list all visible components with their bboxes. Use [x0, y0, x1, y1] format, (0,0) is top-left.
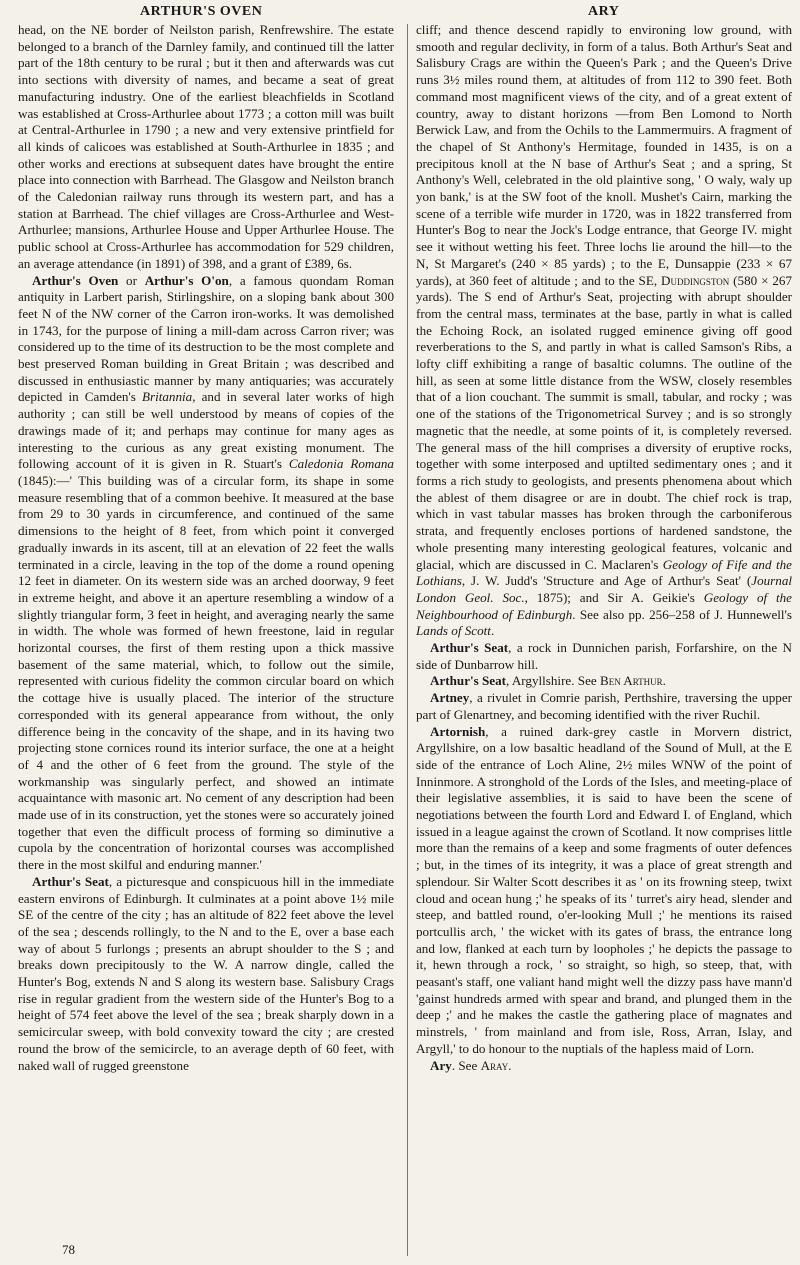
- entry-artornish: Artornish, a ruined dark-grey castle in Morvern district, Argyllshire, on a low basaltic headland of the Sound of Mull, at the E side of the entrance of Loch Aline, 2½ miles WNW of the point of Inninmore. A stronghold of the Lords of the Isles, and meeting-place of their legislative assemblies, it is said to have been the scene of negotiations between the fourth Lord and Edward I. of England, which issued in a league against the crown of Scotland. It now comprises little more than the remains of a keep and some fragments of outer defences ; but, in the times of its integrity, it was a place of great strength and splendour. Sir Walter Scott describes it as ' on its frowning steep, twixt cloud and ocean hung ;' he speaks of its ' turret's airy head, slender and steep, and battled round, o'er-looking Mull ;' he mentions its raised portcullis arch, ' the wicket with its gates of brass, the entrance long and low, flanked at each turn by loopholes ;' he depicts the passage to it, hewn through a rock, ' so straight, so high, so steep, that, with peasant's staff, one valiant hand might well the dizzy pass have mann'd 'gainst hundreds armed with spear and brand, and plunged them in the deep ;' and he makes the castle the gathering place of magnates and minstrels, ' from mainland and from isle, Ross, Arran, Islay, and Argyll,' to do honour to the nuptials of the hapless maid of Lorn.: [416, 723, 792, 1056]
- headword: Arthur's Seat: [430, 640, 509, 656]
- paragraph-arthurlee-continued: head, on the NE border of Neilston parish, Renfrewshire. The estate belonged to a branch of the Darnley family, and continued till the latter part of the 18th century to be rural ; but it then and afterwards was cut into sections with diversity of names, and became a seat of great manufacturing industry. One of the earliest bleachfields in Scotland was established at Cross-Arthurlee about 1773 ; a cotton mill was built at Central-Arthurlee in 1790 ; a new and very extensive printfield for all kinds of calicoes was established at South-Arthurlee in 1835 ; and other works and erections at subsequent dates have brought the entire place into connection with Barrhead. The Glasgow and Neilston branch of the Caledonian railway runs through its western part, and has a station at Barrhead. The chief villages are Cross-Arthurlee and West-Arthurlee; mansions, Arthurlee House and Upper Arthurlee House. The public school at Cross-Arthurlee has accommodation for 529 children, an average attendance (in 1891) of 398, and a grant of £389, 6s.: [18, 22, 394, 271]
- headword: Arthur's Oven: [32, 272, 119, 288]
- running-head-right: ARY: [588, 4, 620, 19]
- cross-reference: Aray: [480, 1057, 509, 1073]
- entry-ary: Ary. See Aray.: [430, 1057, 512, 1073]
- left-column: [18, 22, 394, 1074]
- cross-reference: Ben Arthur: [599, 673, 663, 689]
- headword: Artornish: [430, 723, 486, 739]
- column-divider: [407, 24, 408, 1256]
- headword: Arthur's O'on: [144, 272, 229, 288]
- headword: Ary: [430, 1057, 452, 1073]
- entry-arthurs-oven: Arthur's Oven or Arthur's O'on, a famous quondam Roman antiquity in Larbert parish, Stirlingshire, on a sloping bank about 300 feet N of the NW corner of the Carron iron-works. It was demolished in 1743, for the purpose of lining a mill-dam across Carron river; was considered up to the time of its destruction to be the most complete and best preserved Roman building in Great Britain ; was described and discussed in enthusiastic manner by many antiquaries; was accurately depicted in Camden's Britannia, and in several later works of high authority ; can still be well understood by means of copies of the drawings made of it; and perhaps may continue for many ages as interesting to the curious as any great existing monument. The following account of it is given in R. Stuart's Caledonia Romana (1845):—' This building was of a circular form, its shape in some measure resembling that of a common beehive. It measured at the base from 29 to 30 yards in circumference, and continued of the same dimensions to the height of 8 feet, from which point it converged gradually inwards in its ascent, till at an elevation of 22 feet the walls terminated in a circle, leaving in the top of the dome a round opening 12 feet in diameter. On its western side was an arched doorway, 9 feet in extreme height, and above it an aperture resembling a window of a slightly triangular form, 3 feet in height, and averaging nearly the same in width. The whole was formed of hewn freestone, laid in regular horizontal courses, the first of them resting upon a thick massive basement of the same material, which, to follow out the simile, represented with curious fidelity the common circular board on which the cottage hive is usually placed. The interior of the structure corresponded with its general appearance from without, the only difference being in the concavity of the shape, and in its having two projecting stone cornices round its interior surface, the one at a height of 4 and the other of 6 feet from the ground. The style of the workmanship was singularly perfect, and showed an intimate acquaintance with masonic art. No cement of any description had been made use of in its construction, yet the stones were so accurately joined together that even the difficult process of forming so diminutive a cupola by the concentration of horizontal courses was accomplished there in the most skilful and enduring manner.': [18, 272, 394, 873]
- right-column: [416, 22, 792, 1074]
- headword: Arthur's Seat: [32, 873, 109, 889]
- entry-arthurs-seat-argyllshire: Arthur's Seat, Argyllshire. See Ben Arthur.: [430, 673, 666, 689]
- headword: Arthur's Seat: [430, 673, 507, 689]
- entry-arthurs-seat: Arthur's Seat, a picturesque and conspicuous hill in the immediate eastern environs of Edinburgh. It culminates at a point above 1½ mile SE of the centre of the city ; has an altitude of 822 feet above the level of the sea ; descends rollingly, to the N and to the E, over a base each way of about 5 furlongs ; presents an abrupt shoulder to the S ; and breaks down precipitously to the W. A narrow dingle, called the Hunter's Bog, extends N and S along its western base. Salisbury Crags rise in regular gradient from the western side of the Hunter's Bog to a height of 574 feet above the level of the sea ; break sharply down in a semicircular sweep, with bold convexity toward the city ; are crested round the brow of the semicircle, to an average depth of 60 feet, with naked wall of rugged greenstone: [18, 873, 395, 1073]
- running-head-left: ARTHUR'S OVEN: [140, 4, 263, 19]
- entry-arthurs-seat-continued: cliff; and thence descend rapidly to environing low ground, with smooth and regular declivity, in form of a talus. Both Arthur's Seat and Salisbury Crags are within the Queen's Park ; and the Queen's Drive runs 3½ miles round them, at altitudes of from 112 to 390 feet. Both command most magnificent views of the city, and of a great extent of country, away to distant horizons —from Ben Lomond to North Berwick Law, and from the Ochils to the Lammermuirs. A fragment of the chapel of St Anthony's Hermitage, founded in 1435, is on a precipitous knoll at the N base of Arthur's Seat ; and a spring, St Anthony's Well, celebrated in the old plaintive song, ' O waly, waly up yon bank,' is at the SW foot of the knoll. Mushet's Cairn, marking the scene of a terrible wife murder in 1720, was in 1822 transferred from Hunter's Bog to near the Jock's Lodge entrance, that George IV. might see it without wetting his feet. Three lochs lie around the hill—to the N, St Margaret's (240 × 85 yards) ; to the E, Dunsappie (233 × 67 yards), at 360 feet of altitude ; and to the SE, Duddingston (580 × 267 yards). The S end of Arthur's Seat, projecting with abrupt shoulder from the central mass, terminates at the base, partly in what is called the Echoing Rock, an isolated rugged eminence giving off good reverberations to the S, and partly in what is called Samson's Ribs, a lofty cliff exhibiting a range of basaltic columns. The outline of the hill, as seen at some little distance from the WSW, closely resembles that of a lion couchant. The summit is small, tabular, and rocky ; was one of the stations of the Trigonometrical Survey ; and is so strongly magnetic that the needle, at some points of it, is completely reversed. The general mass of the hill comprises a diversity of eruptive rocks, together with some interposed and uptilted sedimentary ones ; and it forms a rich study to geologists, and presents phenomena about which the ablest of them disagree or are in doubt. The chief rock is trap, which in vast tabular masses has broken through the carboniferous strata, and frequently encloses portions of hardened sandstone, the whole presenting many interesting geological features, volcanic and glacial, which are discussed in C. Maclaren's Geology of Fife and the Lothians, J. W. Judd's 'Structure and Age of Arthur's Seat' (Journal London Geol. Soc., 1875); and Sir A. Geikie's Geology of the Neighbourhood of Edinburgh. See also pp. 256–258 of J. Hunnewell's Lands of Scott.: [416, 22, 793, 639]
- running-header: [0, 2, 800, 24]
- entry-arthurs-seat-forfarshire: Arthur's Seat, a rock in Dunnichen parish, Forfarshire, on the N side of Dunbarrow hill.: [416, 640, 792, 672]
- page-number: 78: [62, 1242, 75, 1257]
- headword: Artney: [430, 690, 470, 706]
- entry-artney: Artney, a rivulet in Comrie parish, Perthshire, traversing the upper part of Glenartney, and becoming identified with the river Ruchil.: [416, 690, 792, 722]
